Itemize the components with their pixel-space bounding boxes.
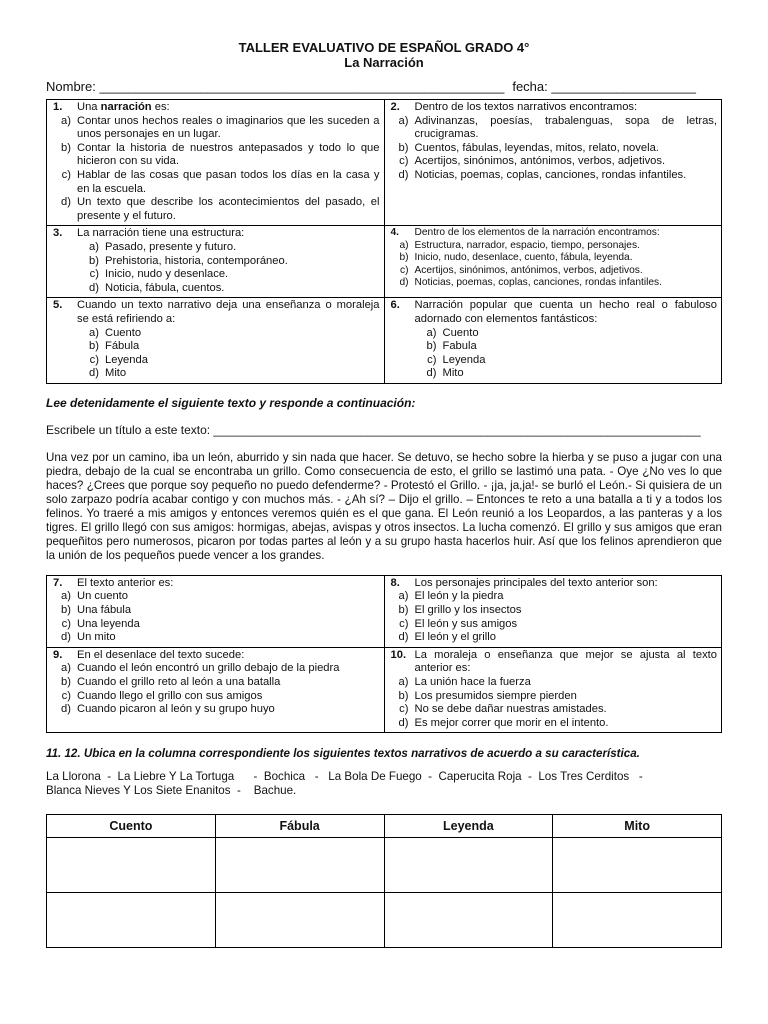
question-text: Los personajes principales del texto anterior son: [414,576,658,589]
option-d[interactable]: d) Noticias, poemas, coplas, canciones, rondas infantiles. [399,276,662,288]
option-list [51,241,380,295]
question-number: 7. [53,576,63,589]
column-header-leyenda: Leyenda [384,815,553,838]
option-list [51,662,380,716]
column-header-fabula: Fábula [215,815,384,838]
option-a[interactable]: a) Adivinanzas, poesías, trabalenguas, sopa de letras, crucigramas. [398,114,717,141]
option-list [51,327,380,381]
option-c[interactable]: c) Cuando llego el grillo con sus amigos [61,689,263,702]
option-b[interactable]: b) Inicio, nudo, desenlace, cuento, fábula, leyenda. [399,252,633,264]
narrative-texts-line-2: Blanca Nieves Y Los Siete Enanitos - Bachue. [46,784,297,798]
option-d[interactable]: d) Mito [89,367,127,380]
option-a[interactable]: a) La unión hace la fuerza [398,676,531,689]
story-text: Una vez por un camino, iba un león, aburrido y sin nada que hacer. Se detuvo, se hecho sobre la hierba y se puso a jugar con una piedra, debajo de la cual se encontraba un grillo. Como consecuencia de esto, el grillo se lastimó una pata. - Oye ¿No ves lo que haces? ¿Crees que porque soy pequeño no puedo defenderme? - Protestó el Grillo. - ¡ja, ja,ja!- se burló el León.- Si quisiera de un solo zarpazo podría acabar contigo y con muchos más. - ¿Ah sí? – Dijo el grillo. – Entonces te reto a una batalla a ti y a todos los felinos. Yo traeré a mis amigos y entonces veremos quién es el que gana. El León reunió a los Leopardos, a las panteras y a los tigres. El grillo llegó con sus amigos: hormigas, abejas, avispas y otros insectos. La lucha comenzó. El grillo y sus amigos que eran pequeñitos pero numerosos, picaron por todas partes al león y a su grupo hasta hacerlos huir. Así que los felinos aprendieron que la unión de los pequeños puede vencer a los grandes. [46,450,722,562]
worksheet-title: TALLER EVALUATIVO DE ESPAÑOL GRADO 4° [238,40,530,55]
question-7 [47,575,385,647]
worksheet-page [46,40,722,948]
option-c[interactable]: c) No se debe dañar nuestras amistades. [399,703,607,716]
question-4 [384,226,722,298]
option-c[interactable]: c) Acertijos, sinónimos, antónimos, verbos, adjetivos. [399,155,666,168]
question-number: 8. [390,576,400,589]
option-d[interactable]: d) El león y el grillo [398,631,496,644]
option-b[interactable]: b) Cuando el grillo reto al león a una batalla [61,676,281,689]
option-b[interactable]: b) Contar la historia de nuestros antepasados y todo lo que hicieron con su vida. [61,141,380,168]
name-date-line [46,79,722,95]
question-number: 4. [390,227,399,239]
question-text: En el desenlace del texto sucede: [77,648,245,661]
option-d[interactable]: d) Cuando picaron al león y su grupo huyo [61,703,275,716]
option-b[interactable]: b) Una fábula [61,604,132,617]
questions-table-1 [46,99,722,384]
question-text: La narración tiene una estructura: [77,227,245,240]
option-b[interactable]: b) El grillo y los insectos [398,604,522,617]
option-c[interactable]: c) Leyenda [427,353,486,366]
option-d[interactable]: d) Es mejor correr que morir en el intento. [398,716,609,729]
column-header-mito: Mito [553,815,722,838]
option-d[interactable]: d) Mito [426,367,464,380]
reading-instruction: Lee detenidamente el siguiente texto y responde a continuación: [46,395,416,410]
question-text: Una narración es: [77,101,170,113]
worksheet-subtitle: La Narración [344,55,424,70]
answer-cell[interactable] [215,838,384,893]
question-9 [47,647,385,733]
name-field[interactable]: Nombre: ________________________________________________________ [46,79,505,94]
option-a[interactable]: a) El león y la piedra [398,590,504,603]
answer-cell[interactable] [553,838,722,893]
option-c[interactable]: c) Inicio, nudo y desenlace. [89,268,229,281]
option-list [51,590,380,644]
answer-cell[interactable] [553,893,722,948]
questions-table-2 [46,575,722,734]
option-b[interactable]: b) Prehistoria, historia, contemporáneo. [89,254,288,267]
narrative-texts-line-1: La Llorona - La Liebre Y La Tortuga - Bochica - La Bola De Fuego - Caperucita Roja - Los Tres Cerditos - [46,770,643,784]
option-c[interactable]: c) Acertijos, sinónimos, antónimos, verbos, adjetivos. [400,264,643,276]
option-b[interactable]: b) Fábula [89,340,140,353]
answer-cell[interactable] [384,838,553,893]
option-d[interactable]: d) Noticia, fábula, cuentos. [89,281,225,294]
option-a[interactable]: a) Un cuento [61,590,128,603]
question-2 [384,100,722,226]
question-3 [47,226,385,298]
question-10 [384,647,722,733]
option-list [389,240,718,290]
classification-table [46,814,722,948]
answer-cell[interactable] [47,893,216,948]
question-text: Dentro de los textos narrativos encontramos: [414,101,638,113]
option-a[interactable]: a) Contar unos hechos reales o imaginarios que les suceden a unos personajes en un lugar. [61,114,380,141]
option-c[interactable]: c) El león y sus amigos [399,617,518,630]
option-list [389,590,718,644]
question-text: Dentro de los elementos de la narración encontramos: [414,227,660,239]
option-d[interactable]: d) Un mito [61,631,116,644]
option-b[interactable]: b) Los presumidos siempre pierden [398,689,577,702]
option-d[interactable]: d) Un texto que describe los acontecimientos del pasado, el presente y el futuro. [61,196,380,222]
question-number: 3. [53,227,63,240]
option-a[interactable]: a) Cuento [426,326,479,339]
narrative-texts-list [46,770,722,798]
option-list [51,115,380,224]
option-c[interactable]: c) Una leyenda [61,617,140,630]
question-number: 6. [390,299,400,312]
question-keyword: narración [100,101,152,113]
question-1 [47,100,385,226]
answer-cell[interactable] [47,838,216,893]
question-6 [384,298,722,384]
option-c[interactable]: c) Hablar de las cosas que pasan todos los días en la casa y en la escuela. [61,168,380,195]
option-b[interactable]: b) Fabula [426,340,477,353]
question-text: El texto anterior es: [77,576,174,589]
title-prompt[interactable]: Escribele un título a este texto: _________________________________________________________________________ [46,422,701,437]
answer-cell[interactable] [215,893,384,948]
option-a[interactable]: a) Pasado, presente y futuro. [89,240,237,253]
option-list [389,327,718,381]
date-field[interactable]: fecha: ____________________ [512,79,696,94]
question-number: 1. [53,101,63,113]
question-5 [47,298,385,384]
option-list [389,115,718,183]
option-c[interactable]: c) Leyenda [89,353,148,366]
column-header-cuento: Cuento [47,815,216,838]
option-a[interactable]: a) Cuento [89,326,142,339]
question-number: 10. [390,648,407,661]
question-text: La moraleja o enseñanza que mejor se ajusta al texto anterior es: [414,648,717,675]
question-text: Narración popular que cuenta un hecho real o fabuloso adornado con elementos fantásticos: [414,299,717,325]
answer-cell[interactable] [384,893,553,948]
question-number: 2. [390,101,400,113]
option-list [389,676,718,730]
classification-instruction: 11. 12. Ubica en la columna correspondiente los siguientes textos narrativos de acuerdo a su característica. [46,747,640,761]
option-b[interactable]: b) Cuentos, fábulas, leyendas, mitos, relato, novela. [398,141,659,154]
question-text: Cuando un texto narrativo deja una enseñanza o moraleja se está refiriendo a: [77,299,380,325]
option-a[interactable]: a) Estructura, narrador, espacio, tiempo, personajes. [399,239,640,251]
question-number: 9. [53,648,63,661]
option-a[interactable]: a) Cuando el león encontró un grillo debajo de la piedra [61,662,340,675]
option-d[interactable]: d) Noticias, poemas, coplas, canciones, rondas infantiles. [398,168,687,181]
question-number: 5. [53,299,63,312]
question-8 [384,575,722,647]
